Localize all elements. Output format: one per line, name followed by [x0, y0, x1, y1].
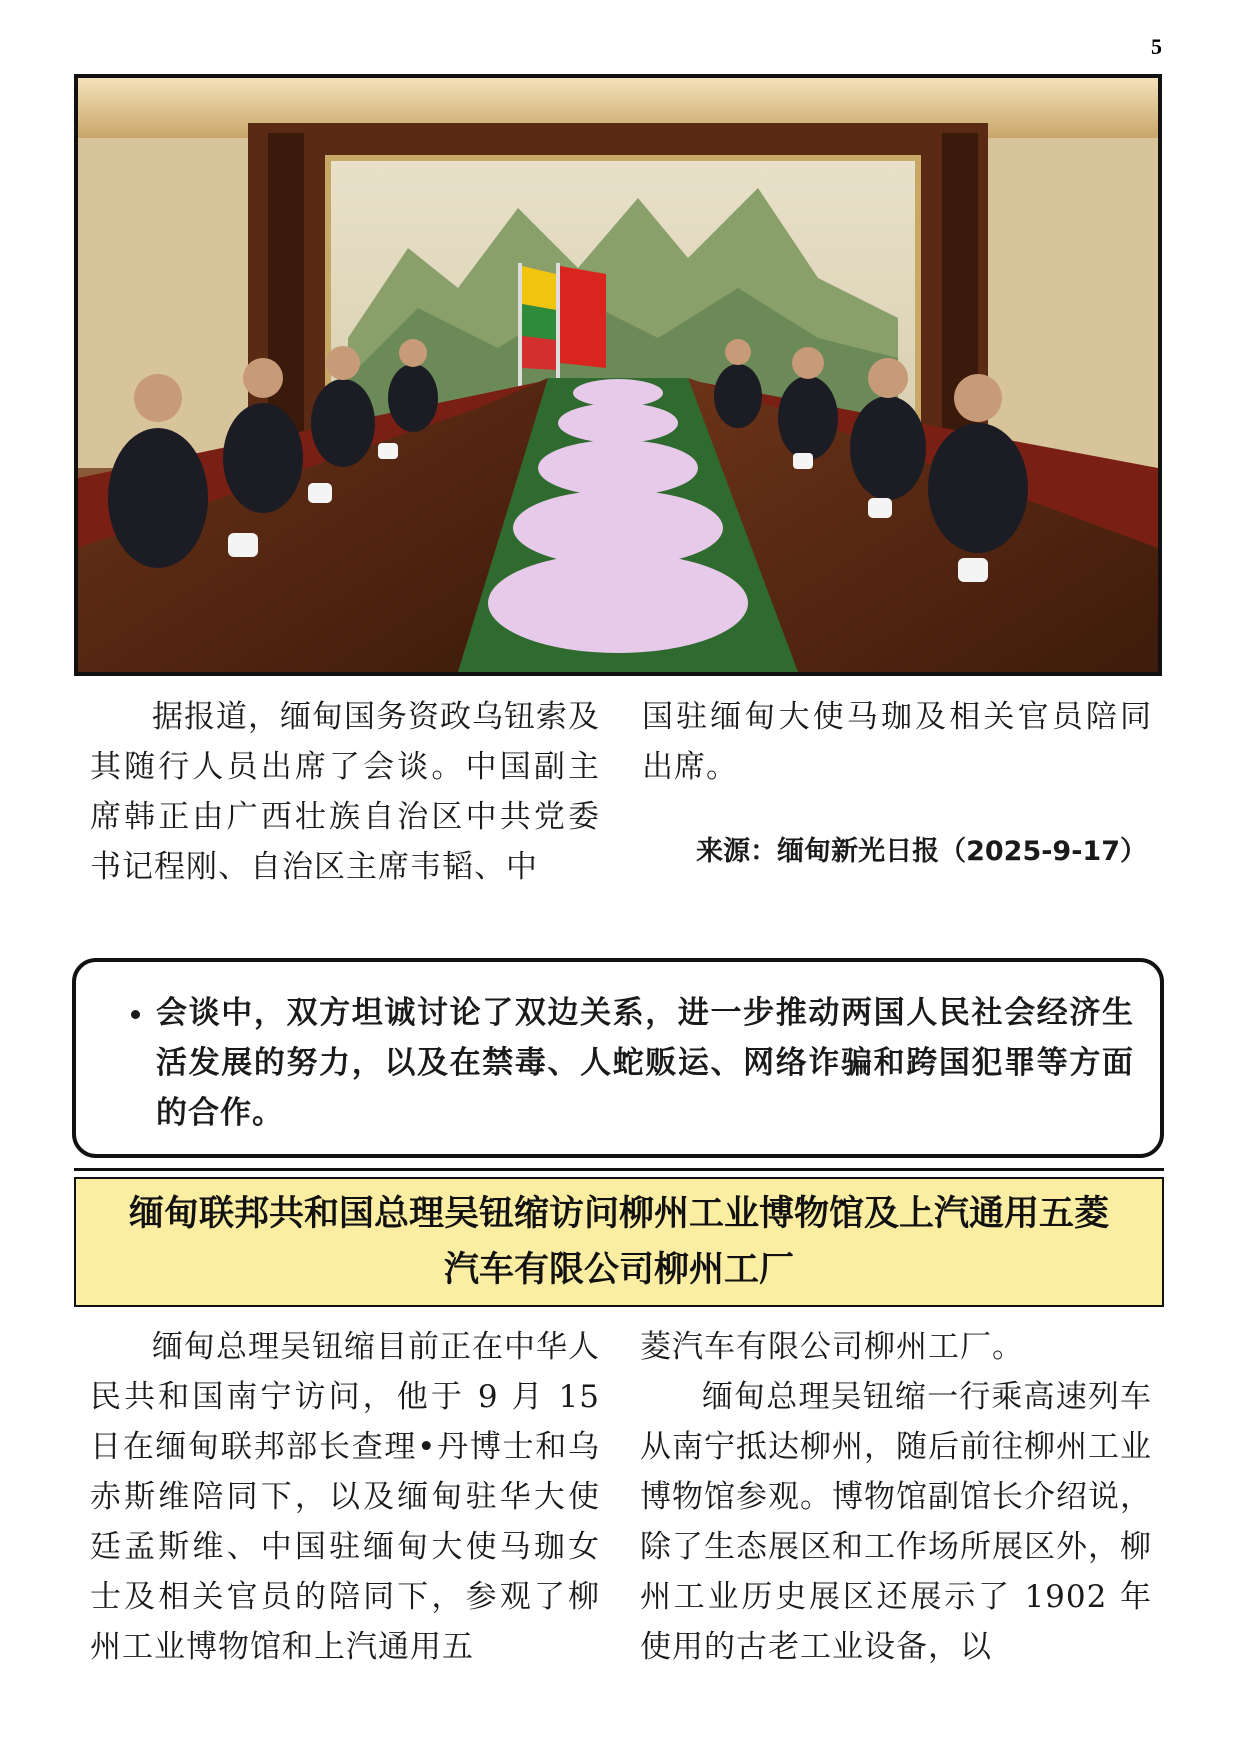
article2-left-column	[90, 1322, 600, 1672]
article2-headline	[129, 1186, 1109, 1298]
callout-bullet-item: • 会谈中，双方坦诚讨论了双边关系，进一步推动两国人民社会经济生活发展的努力，以及在禁毒、人蛇贩运、网络诈骗和跨国犯罪等方面的合作。	[156, 988, 1134, 1138]
article1-paragraph-continued: 国驻缅甸大使马珈及相关官员陪同出席。	[642, 699, 1152, 785]
meeting-photo	[74, 74, 1162, 676]
article2-right-column	[640, 1322, 1152, 1672]
article2-paragraph-1: 缅甸总理吴钮缩目前正在中华人民共和国南宁访问，他于 9 月 15 日在缅甸联邦部长查理•丹博士和乌赤斯维陪同下，以及缅甸驻华大使廷孟斯维、中国驻缅甸大使马珈女士及相关官员的陪同下，参观了柳州工业博物馆和上汽通用五	[90, 1329, 600, 1665]
headline-line-1: 缅甸联邦共和国总理吴钮缩访问柳州工业博物馆及上汽通用五菱	[128, 1194, 1109, 1234]
article2-paragraph-2: 缅甸总理吴钮缩一行乘高速列车从南宁抵达柳州，随后前往柳州工业博物馆参观。博物馆副馆长介绍说，除了生态展区和工作场所展区外，柳州工业历史展区还展示了 1902 年使用的古老工业设备，以	[640, 1379, 1152, 1665]
section-divider	[74, 1168, 1164, 1171]
article1-left-column	[90, 692, 600, 892]
callout-bullet-list	[128, 988, 1134, 1138]
article2-headline-box	[74, 1177, 1164, 1307]
page-number: 5	[1151, 34, 1162, 59]
article1-source: 来源：缅甸新光日报（2025-9-17）	[696, 836, 1147, 867]
highlight-callout-box	[72, 958, 1164, 1158]
article1-right-column	[642, 692, 1152, 792]
headline-line-2: 汽车有限公司柳州工厂	[443, 1250, 794, 1290]
meeting-photo-illustration	[78, 78, 1158, 672]
article2-paragraph-1-continued: 菱汽车有限公司柳州工厂。	[640, 1329, 1024, 1365]
article1-paragraph: 据报道，缅甸国务资政乌钮索及其随行人员出席了会谈。中国副主席韩正由广西壮族自治区中共党委书记程刚、自治区主席韦韬、中	[90, 699, 600, 885]
